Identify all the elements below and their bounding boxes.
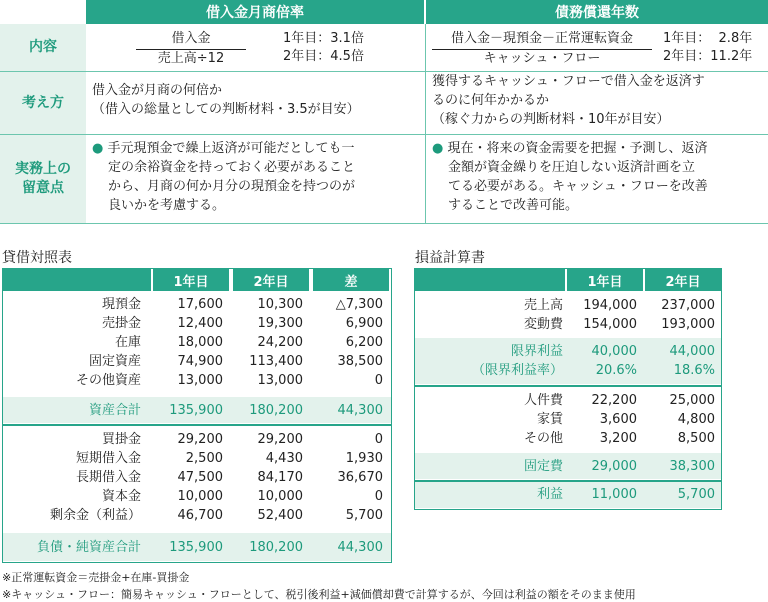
pl-cell: 193,000 [661, 317, 715, 332]
bs-cell: 74,900 [177, 354, 223, 369]
pl-margin-year1 [567, 342, 637, 380]
bs-cell: 52,400 [257, 508, 303, 523]
bullet-icon: ● [432, 141, 444, 156]
bs-cell: △7,300 [335, 297, 383, 312]
text-line: 手元現預金で繰上返済が可能だとしても一 [107, 141, 355, 156]
text-line: することで改善可能。 [448, 197, 579, 213]
bs-cell: 6,900 [345, 316, 383, 331]
bs-cell: 47,500 [177, 470, 223, 485]
bs-col-year2: 2年目 [233, 269, 309, 291]
pl-cell: 40,000 [591, 344, 637, 359]
row-label-content: 内容 [0, 24, 86, 71]
bs-row-label: 売掛金 [101, 316, 141, 331]
ratio2-approach [432, 73, 705, 130]
text-line: から、月商の何か月分の現預金を持つのが [108, 178, 356, 194]
bs-cell: 10,000 [257, 489, 303, 504]
pl-row-label: その他 [523, 431, 563, 446]
header-debt-repayment-years: 債務償還年数 [426, 0, 768, 24]
bs-cell: 113,400 [249, 354, 303, 369]
ratio1-notes [92, 140, 355, 215]
text-line: 現在・将来の資金需要を把握・予測し、返済 [447, 141, 708, 156]
row-label-approach: 考え方 [0, 72, 86, 134]
bs-row-label: 買掛金 [101, 432, 141, 447]
bs-row-label: 資本金 [101, 489, 141, 504]
bs-cell: 10,000 [177, 489, 223, 504]
text-line: （稼ぐ力からの判断材料・10年が目安） [432, 111, 670, 127]
bs-liability-year1 [153, 430, 223, 525]
header-spacer [415, 269, 565, 291]
row-label-line: 実務上の [15, 161, 71, 178]
pl-row-label: 家賃 [536, 412, 563, 427]
bs-liability-diff [313, 430, 383, 525]
bs-asset-total-y1: 135,900 [169, 403, 223, 418]
bs-cell: 5,700 [345, 508, 383, 523]
bs-cell: 17,600 [177, 297, 223, 312]
bs-liability-labels [23, 430, 141, 525]
text-line: てる必要がある。キャッシュ・フローを改善 [448, 178, 708, 194]
text-line: 借入金が月商の何倍か [92, 83, 223, 98]
bs-cell: 84,170 [257, 470, 303, 485]
bs-row-label: 在庫 [114, 335, 141, 350]
bs-liability-total-label: 負債・純資産合計 [36, 540, 141, 555]
bs-asset-total-y2: 180,200 [249, 403, 303, 418]
bs-cell: 13,000 [257, 373, 303, 388]
bs-cell: 0 [374, 373, 383, 388]
bs-liability-total-diff: 44,300 [337, 540, 383, 555]
bs-row-label: 現預金 [101, 297, 141, 312]
pl-fixed-label: 固定費 [523, 459, 563, 474]
bs-cell: 46,700 [177, 508, 223, 523]
pl-profit-y1: 11,000 [591, 487, 637, 502]
bs-cell: 6,200 [345, 335, 383, 350]
text-line: るのに何年かかるか [432, 92, 550, 108]
ratio2-notes [432, 140, 708, 215]
bs-cell: 1,930 [345, 451, 383, 466]
ratio1-denominator: 売上高÷12 [157, 50, 225, 66]
footnote-working-capital: ※正常運転資金＝売掛金+在庫-買掛金 [2, 571, 190, 584]
bs-col-year1: 1年目 [153, 269, 229, 291]
bs-col-diff: 差 [313, 269, 389, 291]
bs-cell: 4,430 [265, 451, 303, 466]
footnote-cash-flow: ※キャッシュ・フロー：簡易キャッシュ・フローとして、税引後利益+減価償却費で計算するが、今回は利益の額をそのまま使用 [2, 588, 636, 601]
ratio2-numerator: 借入金－現預金－正常運転資金 [432, 30, 652, 50]
text-line: 良いかを考慮する。 [108, 197, 226, 213]
ratio1-numerator: 借入金 [136, 30, 246, 50]
balance-sheet-table [2, 268, 392, 563]
header-spacer [3, 269, 151, 291]
pl-cell: 194,000 [583, 298, 637, 313]
pl-rows1-year2 [645, 296, 715, 334]
pl-cell: 20.6% [595, 363, 637, 378]
bs-cell: 13,000 [177, 373, 223, 388]
bullet-icon: ● [92, 141, 104, 156]
pl-cell: 237,000 [661, 298, 715, 313]
pl-rows2-year2 [645, 391, 715, 448]
pl-rows2-year1 [567, 391, 637, 448]
pl-cell: 25,000 [669, 393, 715, 408]
bs-cell: 0 [374, 489, 383, 504]
ratio1-approach [92, 82, 360, 120]
bs-asset-year2 [233, 295, 303, 390]
pl-col-year1: 1年目 [567, 269, 643, 291]
row-label-practical-notes [0, 135, 86, 223]
bs-cell: 38,500 [337, 354, 383, 369]
pl-cell: 18.6% [673, 363, 715, 378]
text-line: （借入の総量としての判断材料・3.5が目安） [92, 101, 360, 117]
pl-cell: 3,200 [599, 431, 637, 446]
ratio2-fraction [432, 30, 652, 69]
bs-cell: 0 [374, 432, 383, 447]
pl-margin-year2 [645, 342, 715, 380]
pl-row-label: 売上高 [523, 298, 563, 313]
bs-asset-year1 [153, 295, 223, 390]
ratio2-year1: 1年目： 2.8年 [663, 30, 752, 49]
bs-cell: 24,200 [257, 335, 303, 350]
bs-asset-diff [313, 295, 383, 390]
ratio2-denominator: キャッシュ・フロー [483, 50, 601, 66]
ratio1-fraction [136, 30, 246, 69]
balance-sheet-title: 貸借対照表 [2, 250, 72, 266]
bs-row-label: 剰余金（利益） [49, 508, 141, 523]
bs-row-label: その他資産 [75, 373, 141, 388]
bs-cell: 2,500 [185, 451, 223, 466]
pl-rows1-labels [435, 296, 563, 334]
ratio1-year1: 1年目：3.1倍 [283, 30, 364, 49]
income-statement-title: 損益計算書 [415, 250, 485, 266]
bs-asset-total-label: 資産合計 [88, 403, 141, 418]
bs-row-label: 短期借入金 [75, 451, 141, 466]
pl-row-label: （限界利益率） [471, 363, 563, 378]
ratio2-year2: 2年目：11.2年 [663, 48, 752, 67]
bs-cell: 10,300 [257, 297, 303, 312]
bs-row-label: 固定資産 [88, 354, 141, 369]
row-label-line: 留意点 [22, 180, 64, 196]
ratio1-year2: 2年目：4.5倍 [283, 48, 364, 67]
bs-cell: 12,400 [177, 316, 223, 331]
bs-liability-total-y1: 135,900 [169, 540, 223, 555]
text-line: 獲得するキャッシュ・フローで借入金を返済す [432, 74, 705, 89]
bs-row-label: 長期借入金 [75, 470, 141, 485]
pl-profit-y2: 5,700 [677, 487, 715, 502]
bs-cell: 18,000 [177, 335, 223, 350]
bs-cell: 29,200 [177, 432, 223, 447]
bs-asset-total-diff: 44,300 [337, 403, 383, 418]
pl-cell: 22,200 [591, 393, 637, 408]
text-line: 金額が資金繰りを圧迫しない返済計画を立 [448, 159, 696, 175]
pl-fixed-y2: 38,300 [669, 459, 715, 474]
pl-row-label: 限界利益 [510, 344, 563, 359]
bs-liability-total-y2: 180,200 [249, 540, 303, 555]
bs-asset-labels [23, 295, 141, 390]
income-statement-table [414, 268, 722, 510]
pl-row-label: 変動費 [523, 317, 563, 332]
pl-row-label: 人件費 [523, 393, 563, 408]
pl-fixed-y1: 29,000 [591, 459, 637, 474]
pl-cell: 3,600 [599, 412, 637, 427]
pl-rows1-year1 [567, 296, 637, 334]
text-line: 定の余裕資金を持っておく必要があること [108, 159, 356, 175]
pl-cell: 8,500 [677, 431, 715, 446]
bs-cell: 29,200 [257, 432, 303, 447]
pl-cell: 4,800 [677, 412, 715, 427]
pl-col-year2: 2年目 [645, 269, 721, 291]
bs-cell: 19,300 [257, 316, 303, 331]
pl-rows2-labels [435, 391, 563, 448]
pl-cell: 44,000 [669, 344, 715, 359]
pl-margin-labels [419, 342, 563, 380]
pl-cell: 154,000 [583, 317, 637, 332]
pl-profit-label: 利益 [536, 487, 563, 502]
bs-liability-year2 [233, 430, 303, 525]
header-loan-monthly-ratio: 借入金月商倍率 [86, 0, 424, 24]
bs-cell: 36,670 [337, 470, 383, 485]
